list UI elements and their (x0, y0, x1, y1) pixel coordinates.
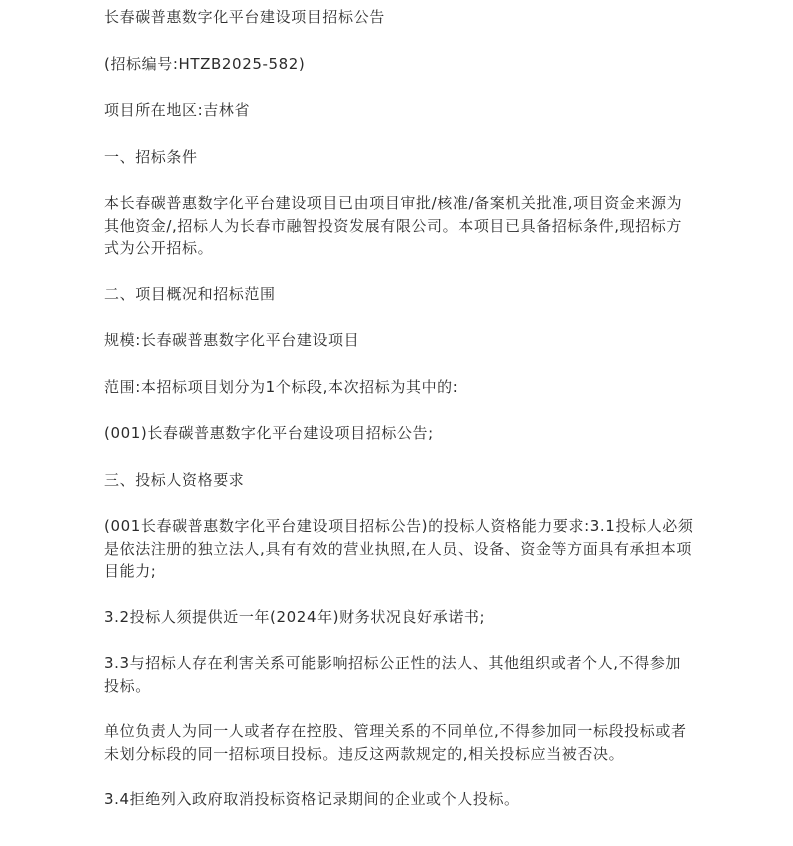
document-title: 长春碳普惠数字化平台建设项目招标公告 (104, 8, 385, 26)
qualification-3-2: 3.2投标人须提供近一年(2024年)财务状况良好承诺书; (104, 607, 486, 626)
qualification-3-4: 3.4拒绝列入政府取消投标资格记录期间的企业或个人投标。 (104, 790, 520, 808)
project-region: 项目所在地区:吉林省 (104, 101, 251, 119)
qualification-3-3: 3.3与招标人存在利害关系可能影响招标公正性的法人、其他组织或者个人,不得参加投标。 (104, 654, 682, 695)
qualification-3-1: (001长春碳普惠数字化平台建设项目招标公告)的投标人资格能力要求:3.1投标人必须是依法注册的独立法人,具有有效的营业执照,在人员、设备、资金等方面具有承担本项目能力; (104, 517, 694, 580)
bidding-conditions-text: 本长春碳普惠数字化平台建设项目已由项目审批/核准/备案机关批准,项目资金来源为其他资金/,招标人为长春市融智投资发展有限公司。本项目已具备招标条件,现招标方式为公开招标。 (104, 194, 683, 257)
lot-001: (001)长春碳普惠数字化平台建设项目招标公告; (104, 424, 434, 442)
section-heading-project-overview: 二、项目概况和招标范围 (104, 284, 276, 303)
project-scope: 范围:本招标项目划分为1个标段,本次招标为其中的: (104, 377, 459, 396)
section-heading-bidding-conditions: 一、招标条件 (104, 147, 198, 166)
section-heading-bidder-qualifications: 三、投标人资格要求 (104, 470, 245, 489)
qualification-same-principal: 单位负责人为同一人或者存在控股、管理关系的不同单位,不得参加同一标段投标或者未划分标段的同一招标项目投标。违反这两款规定的,相关投标应当被否决。 (104, 722, 687, 763)
announcement-document (104, 6, 694, 835)
bid-number: (招标编号:HTZB2025-582) (104, 54, 306, 73)
project-scale: 规模:长春碳普惠数字化平台建设项目 (104, 331, 360, 349)
